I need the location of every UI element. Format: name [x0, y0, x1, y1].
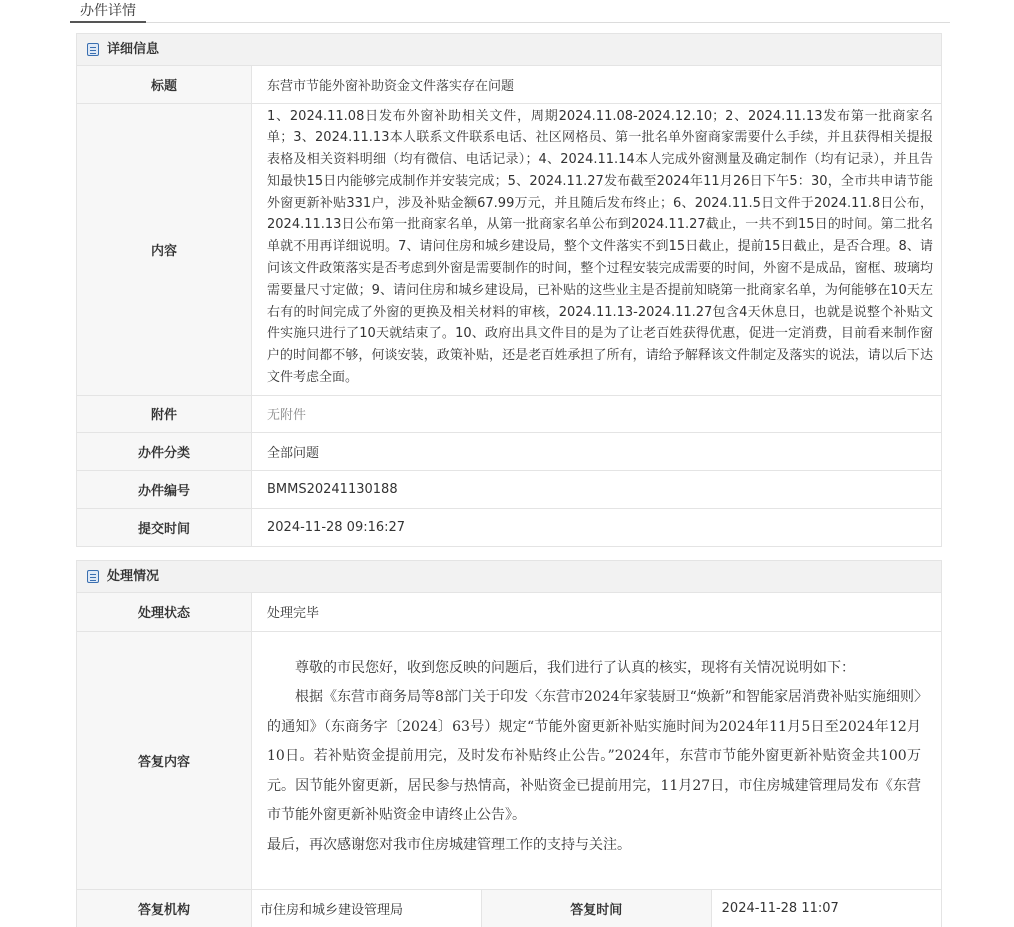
row-category [77, 432, 941, 470]
label-number: 办件编号 [77, 470, 252, 508]
list-icon [87, 43, 99, 56]
detail-panel [76, 33, 942, 547]
value-reply-time: 2024-11-28 11:07 [711, 889, 941, 927]
value-category: 全部问题 [252, 432, 942, 470]
handling-panel [76, 560, 942, 927]
reply-paragraph-greeting: 尊敬的市民您好，收到您反映的问题后，我们进行了认真的核实，现将有关情况说明如下： [295, 660, 855, 677]
value-status: 处理完毕 [267, 606, 320, 622]
detail-table [77, 66, 941, 546]
row-reply [77, 631, 941, 889]
row-number [77, 470, 941, 508]
reply-paragraph-closing: 最后，再次感谢您对我市住房城建管理工作的支持与关注。 [267, 836, 631, 853]
value-attachment: 无附件 [252, 395, 942, 432]
label-org: 答复机构 [77, 889, 252, 927]
detail-panel-header [77, 34, 941, 66]
value-org: 市住房和城乡建设管理局 [252, 889, 482, 927]
tab-detail[interactable]: 办件详情 [70, 0, 146, 23]
detail-section-title: 详细信息 [107, 42, 160, 57]
row-title [77, 66, 941, 103]
label-title: 标题 [77, 66, 252, 103]
value-title: 东营市节能外窗补助资金文件落实存在问题 [267, 78, 515, 94]
label-attachment: 附件 [77, 395, 252, 432]
row-status [77, 593, 941, 631]
label-category: 办件分类 [77, 432, 252, 470]
value-content: 1、2024.11.08日发布外窗补助相关文件，周期2024.11.08-2024.12.10；2、2024.11.13发布第一批商家名单；3、2024.11.13本人联系文件联系电话、社区网格员、第一批名单外窗商家需要什么手续，并且获得相关提报表格及相关资料明细（均有微信、电话记录）；4、2024.11.14本人完成外窗测量及确定制作（均有记录），并且告知最快15日内能够完成制作并安装完成；5、2024.11.27发布截至2024年11月26日下午5：30，全市共申请节能外窗更新补贴331户，涉及补贴金额67.99万元，并且随后发布终止；6、2024.11.5日文件于2024.11.8日公布，2024.11.13日公布第一批商家名单，从第一批商家名单公布到2024.11.27截止，一共不到15日的时间。第二批名单就不用再详细说明。7、请问住房和城乡建设局，整个文件落实不到15日截止，提前15日截止，是否合理。8、请问该文件政策落实是否考虑到外窗是需要制作的时间，整个过程安装完成需要的时间，外窗不是成品，窗框、玻璃均需要量尺寸定做；9、请问住房和城乡建设局，已补贴的这些业主是否提前知晓第一批商家名单，为何能够在10天左右有的时间完成了外窗的更换及相关材料的审核，2024.11.13-2024.11.27包含4天休息日，也就是说整个补贴文件实施只进行了10天就结束了。10、政府出具文件目的是为了让老百姓获得优惠，促进一定消费，目前看来制作窗户的时间都不够，何谈安装，政策补贴，还是老百姓承担了所有，请给予解释该文件制定及落实的说法，请以后下达文件考虑全面。 [252, 103, 942, 395]
list-icon [87, 570, 99, 583]
tab-bar [70, 0, 950, 23]
label-reply: 答复内容 [77, 631, 252, 889]
label-status: 处理状态 [77, 593, 252, 631]
handling-section-title: 处理情况 [107, 569, 160, 584]
handling-table [77, 593, 941, 927]
row-content [77, 103, 941, 395]
label-submit-time: 提交时间 [77, 508, 252, 546]
value-number: BMMS20241130188 [252, 470, 942, 508]
row-org [77, 889, 941, 927]
handling-panel-header [77, 561, 941, 593]
value-reply [252, 631, 942, 889]
row-attachment [77, 395, 941, 432]
label-reply-time: 答复时间 [481, 889, 711, 927]
label-content: 内容 [77, 103, 252, 395]
value-submit-time: 2024-11-28 09:16:27 [252, 508, 942, 546]
reply-paragraph-body: 根据《东营市商务局等8部门关于印发〈东营市2024年家装厨卫“焕新”和智能家居消费补贴实施细则〉的通知》（东商务字〔2024〕63号）规定“节能外窗更新补贴实施时间为2024年11月5日至2024年12月10日。若补贴资金提前用完，及时发布补贴终止公告。”2024年，东营市节能外窗更新补贴资金共100万元。因节能外窗更新，居民参与热情高，补贴资金已提前用完，11月27日，市住房城建管理局发布《东营市节能外窗更新补贴资金申请终止公告》。 [267, 689, 921, 824]
row-submit-time [77, 508, 941, 546]
